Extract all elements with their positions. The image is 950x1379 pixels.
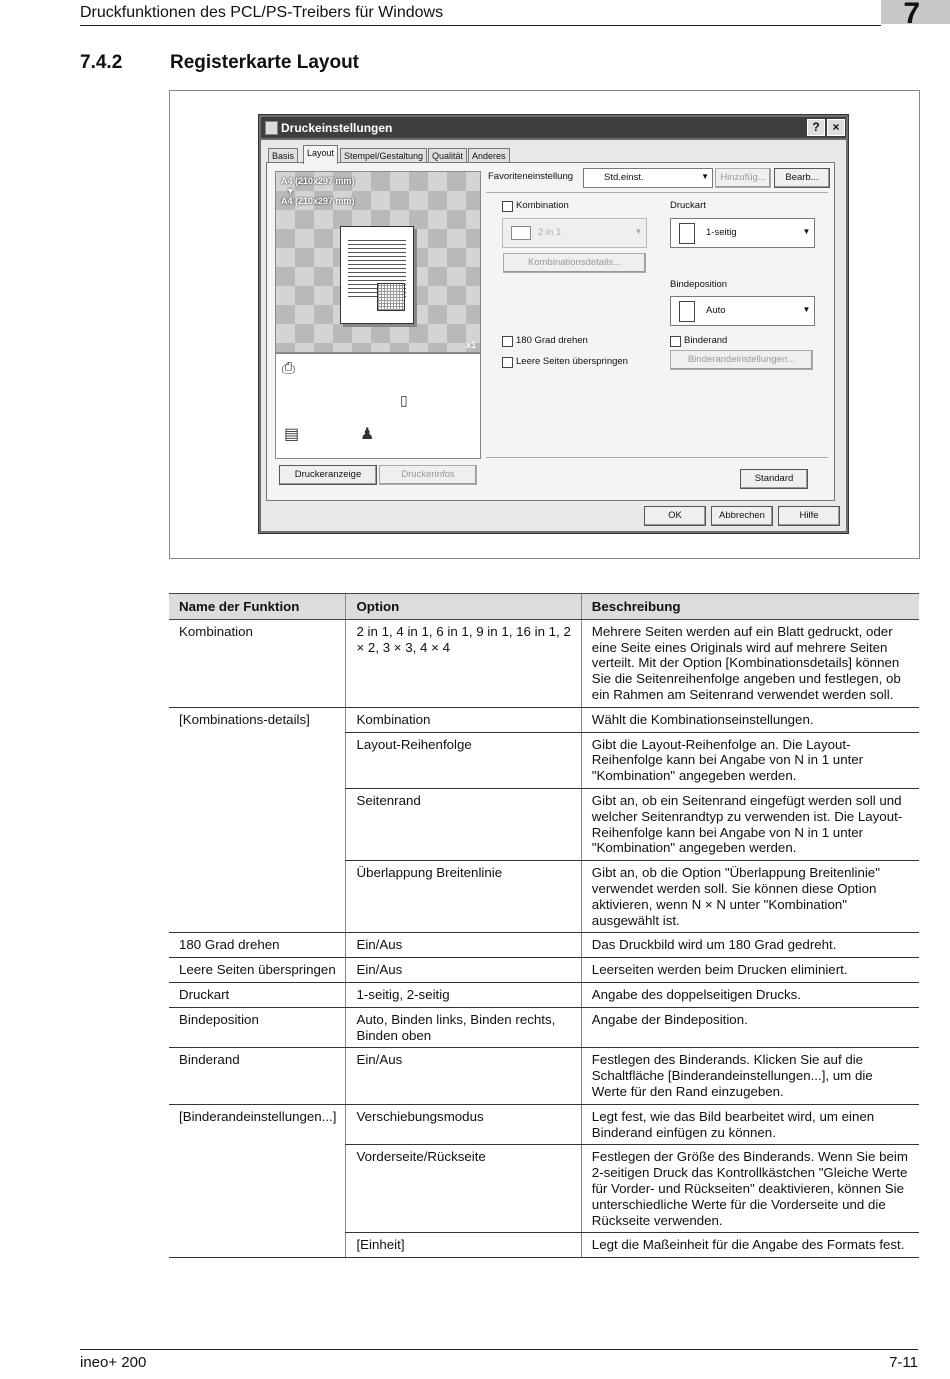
binding-position-select[interactable] (670, 296, 815, 326)
device-view (275, 353, 481, 459)
preview-thumbnail (377, 283, 405, 311)
preview-paper-to: A4 (210x297 mm) (281, 196, 355, 206)
footer-rule (80, 1349, 918, 1350)
preview-arrow-icon: ▼ (286, 186, 295, 196)
dialog-body (261, 140, 846, 531)
function-name-cell: Binderand (169, 1048, 346, 1104)
description-cell: Gibt die Layout-Reihenfolge an. Die Layout-Reihenfolge kann bei Angabe von N in 1 unter "Kombination" angegeben werden. (581, 732, 919, 788)
preview-copies: x1 (465, 340, 476, 350)
add-favorite-button[interactable]: Hinzufüg... (715, 168, 771, 188)
layout-panel (266, 162, 835, 501)
combination-details-button[interactable]: Kombinationsdetails... (503, 253, 646, 273)
option-cell: Vorderseite/Rückseite (346, 1145, 581, 1233)
function-name-cell: [Kombinations-details] (169, 707, 346, 933)
description-cell: Leerseiten werden beim Drucken eliminiert. (581, 958, 919, 983)
tab-basis[interactable]: Basis (268, 148, 298, 163)
chevron-down-icon: ▼ (634, 227, 643, 236)
description-cell: Legt die Maßeinheit für die Angabe des Formats fest. (581, 1233, 919, 1258)
table-row (169, 707, 919, 732)
option-cell: Ein/Aus (346, 1048, 581, 1104)
print-type-label: Druckart (670, 200, 706, 211)
dialog-title: Druckeinstellungen (281, 121, 393, 135)
description-cell: Gibt an, ob ein Seitenrand eingefügt werden soll und welcher Seitenrandtyp zu verwenden ist. Die Layout-Reihenfolge kann bei Angabe von N in 1 unter "Kombination" angegeben werden. (581, 788, 919, 860)
table-row (169, 982, 919, 1007)
dialog-titlebar[interactable] (261, 117, 846, 138)
table-body (169, 619, 919, 1257)
binding-margin-label: Binderand (684, 335, 728, 346)
separator (486, 457, 828, 458)
cancel-button[interactable]: Abbrechen (711, 506, 773, 526)
description-cell: Festlegen der Größe des Binderands. Wenn Sie beim 2-seitigen Druck das Kontrollkästchen "Gleiche Werte für Vorder- und Rückseiten" deaktivieren, können Sie unterschiedliche Werte für die Vorderseite und die Rückseite verwenden. (581, 1145, 919, 1233)
description-cell: Legt fest, wie das Bild bearbeitet wird, um einen Binderand einfügen zu können. (581, 1104, 919, 1145)
function-name-cell: Druckart (169, 982, 346, 1007)
description-cell: Wählt die Kombinationseinstellungen. (581, 707, 919, 732)
chevron-down-icon: ▼ (802, 305, 811, 314)
print-settings-dialog (258, 114, 849, 534)
printer-icon (265, 121, 278, 135)
description-cell: Mehrere Seiten werden auf ein Blatt gedruckt, oder eine Seite eines Originals wird auf mehrere Seiten verteilt. Mit der Option [Kombinationsdetails] können Sie die Seitenreihenfolge angeben und festlegen, ob ein Rahmen am Seitenrand verwendet werden soll. (581, 619, 919, 707)
function-name-cell: 180 Grad drehen (169, 933, 346, 958)
tab-layout[interactable]: Layout (303, 145, 338, 164)
function-name-cell: Bindeposition (169, 1007, 346, 1048)
option-cell: Layout-Reihenfolge (346, 732, 581, 788)
header-rule (80, 25, 881, 26)
option-cell: Verschiebungsmodus (346, 1104, 581, 1145)
function-name-cell: Leere Seiten überspringen (169, 958, 346, 983)
running-header: Druckfunktionen des PCL/PS-Treibers für Windows (80, 4, 444, 21)
description-cell: Das Druckbild wird um 180 Grad gedreht. (581, 933, 919, 958)
favorite-label: Favoriteneinstellung (488, 171, 574, 182)
page-number: 7-11 (889, 1354, 918, 1371)
help-button[interactable]: Hilfe (778, 506, 840, 526)
option-cell: Auto, Binden links, Binden rechts, Binden oben (346, 1007, 581, 1048)
section-title: Registerkarte Layout (170, 52, 360, 73)
rotate-checkbox[interactable] (502, 336, 513, 347)
chevron-down-icon: ▼ (802, 227, 811, 236)
option-cell: [Einheit] (346, 1233, 581, 1258)
option-cell: Überlappung Breitenlinie (346, 861, 581, 933)
page-icon (679, 301, 695, 322)
table-header-row (169, 594, 919, 620)
option-cell: 2 in 1, 4 in 1, 6 in 1, 9 in 1, 16 in 1, 2 × 2, 3 × 3, 4 × 4 (346, 619, 581, 707)
default-button[interactable]: Standard (740, 469, 808, 489)
option-cell: Ein/Aus (346, 933, 581, 958)
help-icon[interactable]: ? (807, 119, 825, 136)
print-type-select[interactable] (670, 218, 815, 248)
close-icon[interactable]: × (827, 119, 845, 136)
column-header: Beschreibung (581, 594, 919, 620)
description-cell: Festlegen des Binderands. Klicken Sie auf die Schaltfläche [Binderandeinstellungen...], um die Werte für den Rand einzugeben. (581, 1048, 919, 1104)
table-row (169, 958, 919, 983)
ok-button[interactable]: OK (644, 506, 706, 526)
function-table (169, 593, 919, 1258)
table-row (169, 619, 919, 707)
printer-unit-icon: ▤ (284, 426, 300, 443)
separator (486, 192, 828, 193)
binding-margin-settings-button[interactable]: Binderandeinstellungen... (670, 350, 813, 370)
print-type-value: 1-seitig (706, 227, 737, 238)
page-icon (679, 223, 695, 244)
table-row (169, 1104, 919, 1145)
combination-value: 2 in 1 (538, 227, 562, 238)
column-header: Name der Funktion (169, 594, 346, 620)
page-preview (275, 171, 481, 353)
preview-page (340, 226, 414, 324)
rotate-label: 180 Grad drehen (516, 335, 588, 346)
users-icon: ♟ (360, 426, 375, 443)
chapter-number: 7 (903, 0, 920, 30)
column-header: Option (346, 594, 581, 620)
tab-qualitaet[interactable]: Qualität (428, 148, 467, 163)
table-row (169, 1048, 919, 1104)
footer-product: ineo+ 200 (80, 1354, 147, 1371)
finisher-icon: ⎙ (282, 360, 295, 377)
paper-tray-icon: ▯ (400, 392, 408, 408)
skip-blank-checkbox[interactable] (502, 357, 513, 368)
favorite-select[interactable] (583, 168, 713, 188)
combination-select[interactable] (502, 218, 647, 248)
option-cell: Seitenrand (346, 788, 581, 860)
skip-blank-label: Leere Seiten überspringen (516, 356, 628, 367)
option-cell: Ein/Aus (346, 958, 581, 983)
edit-favorite-button[interactable]: Bearb... (774, 168, 830, 188)
combination-label: Kombination (516, 200, 569, 211)
description-cell: Angabe des doppelseitigen Drucks. (581, 982, 919, 1007)
table-row (169, 933, 919, 958)
printer-view-button[interactable]: Druckeranzeige (279, 465, 377, 485)
tab-anderes[interactable]: Anderes (468, 148, 510, 163)
binding-margin-checkbox[interactable] (670, 336, 681, 347)
preview-paper-from: A4 (210x297 mm) (281, 176, 355, 186)
description-cell: Gibt an, ob die Option "Überlappung Breitenlinie" verwendet werden soll. Sie können diese Option aktivieren, wenn N × N unter "Kombination" ausgewählt ist. (581, 861, 919, 933)
chapter-tab (881, 0, 950, 30)
tab-stempel[interactable]: Stempel/Gestaltung (340, 148, 427, 163)
function-name-cell: Kombination (169, 619, 346, 707)
combination-icon (511, 226, 531, 240)
binding-position-value: Auto (706, 305, 726, 316)
combination-checkbox[interactable] (502, 201, 513, 212)
binding-position-label: Bindeposition (670, 279, 728, 290)
option-cell: Kombination (346, 707, 581, 732)
description-cell: Angabe der Bindeposition. (581, 1007, 919, 1048)
favorite-value: Std.einst. (604, 172, 644, 183)
chevron-down-icon: ▼ (701, 172, 709, 181)
option-cell: 1-seitig, 2-seitig (346, 982, 581, 1007)
function-name-cell: [Binderandeinstellungen...] (169, 1104, 346, 1257)
section-number: 7.4.2 (80, 52, 123, 73)
printer-info-button[interactable]: Druckerinfos (379, 465, 477, 485)
table-row (169, 1007, 919, 1048)
